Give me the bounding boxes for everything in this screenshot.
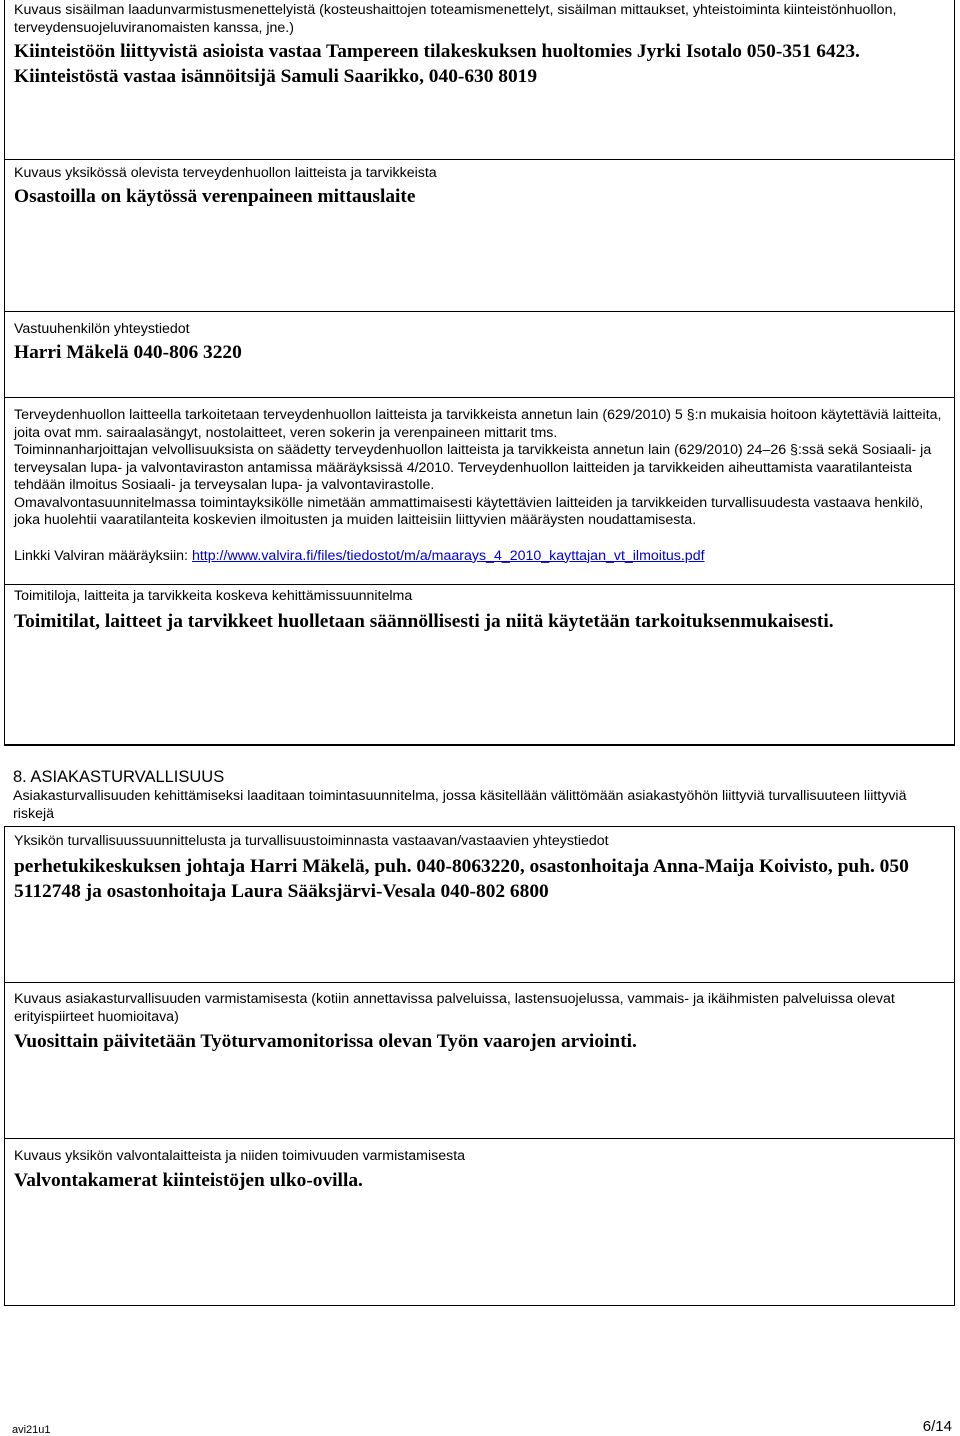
valvira-link-label: Linkki Valviran määräyksiin: (14, 547, 188, 564)
safety-contacts-description: Yksikön turvallisuussuunnittelusta ja turvallisuustoiminnasta vastaavan/vastaavien yhteystiedot (14, 833, 609, 849)
safety-assurance-field (5, 982, 954, 1142)
section-8-intro: Asiakasturvallisuuden kehittämiseksi laaditaan toimintasuunnitelma, jossa käsitellään välittömään asiakastyöhön liittyviä turvallisuuteen liittyviä riskejä (13, 788, 907, 822)
surveillance-answer: Valvontakamerat kiinteistöjen ulko-ovilla. (14, 1169, 363, 1191)
section-8-title: 8. ASIAKASTURVALLISUUS (13, 768, 225, 786)
valvira-link-line (14, 548, 945, 566)
devices-info-block (5, 397, 954, 583)
bottom-form-box (4, 826, 955, 1306)
safety-contacts-field (5, 827, 954, 987)
info-paragraph-3: Omavalvontasuunnitelmassa toimintayksikölle nimetään ammattimaisesti käytettävien laitteiden ja tarvikkeiden turvallisuudesta vastaava henkilö, joka huolehtii vaaratilanteita koskevien ilmoitusten ja muiden laitteisiin liittyvien määräysten noudattamisesta. (14, 494, 924, 528)
safety-contacts-answer: perhetukikeskuksen johtaja Harri Mäkelä, puh. 040-8063220, osastonhoitaja Anna-Maija Koivisto, puh. 050 5112748 ja osastonhoitaja Laura Sääksjärvi-Vesala 040-802 6800 (14, 855, 909, 902)
air-quality-answer: Kiinteistöön liittyvistä asioista vastaa Tampereen tilakeskuksen huoltomies Jyrki Isotalo 050-351 6423. Kiinteistöstä vastaa isännöitsijä Samuli Saarikko, 040-630 8019 (14, 41, 860, 87)
devices-answer: Osastoilla on käytössä verenpaineen mittauslaite (14, 185, 416, 207)
info-paragraph-1: Terveydenhuollon laitteella tarkoitetaan terveydenhuollon laitteista ja tarvikkeista annetun lain (629/2010) 5 §:n mukaisia hoitoon käytettäviä laitteita, joita ovat mm. sairaalasängyt, nostolaitteet, veren sokerin ja verenpaineen mittarit tms. (14, 407, 942, 441)
contact-field (5, 311, 954, 397)
page-number: 6/14 (922, 1418, 952, 1435)
surveillance-description: Kuvaus yksikön valvontalaitteista ja niiden toimivuuden varmistamisesta (14, 1148, 466, 1164)
contact-description: Vastuuhenkilön yhteystiedot (14, 321, 190, 337)
air-quality-description: Kuvaus sisäilman laadunvarmistusmenettelyistä (kosteushaittojen toteamismenettelyt, sisäilman mittaukset, yhteistoiminta kiinteistönhuollon, terveydensuojeluviranomaisten kanssa, jne.) (14, 2, 897, 36)
safety-assurance-description: Kuvaus asiakasturvallisuuden varmistamisesta (kotiin annettavissa palveluissa, lastensuojelussa, vammais- ja ikäihmisten palveluissa olevat erityispiirteet huomioitava) (14, 991, 895, 1025)
section-8-header (13, 767, 948, 823)
surveillance-field (5, 1138, 954, 1306)
top-form-box (4, 0, 955, 746)
air-quality-field (5, 0, 954, 150)
devices-description: Kuvaus yksikössä olevista terveydenhuollon laitteista ja tarvikkeista (14, 165, 437, 181)
devices-field (5, 159, 954, 309)
development-plan-field (5, 584, 954, 744)
valvira-link[interactable]: http://www.valvira.fi/files/tiedostot/m/a/maarays_4_2010_kayttajan_vt_ilmoitus.pdf (191, 547, 705, 564)
document-code: avi21u1 (12, 1424, 51, 1436)
safety-assurance-answer: Vuosittain päivitetään Työturvamonitorissa olevan Työn vaarojen arviointi. (14, 1031, 637, 1052)
contact-answer: Harri Mäkelä 040-806 3220 (14, 341, 242, 363)
plan-answer: Toimitilat, laitteet ja tarvikkeet huolletaan säännöllisesti ja niitä käytetään tarkoituksenmukaisesti. (14, 610, 834, 632)
plan-description: Toimitiloja, laitteita ja tarvikkeita koskeva kehittämissuunnitelma (14, 588, 413, 604)
info-paragraph-2: Toiminnanharjoittajan velvollisuuksista on säädetty terveydenhuollon laitteista ja tarvikkeista annetun lain (629/2010) 24–26 §:ssä sekä Sosiaali- ja terveysalan lupa- ja valvontaviraston antamissa määräyksissä 4/2010. Terveydenhuollon laitteiden ja tarvikkeiden aiheuttamista vaaratilanteista tehdään ilmoitus Sosiaali- ja terveysalan lupa- ja valvontavirastolle. (14, 442, 932, 493)
